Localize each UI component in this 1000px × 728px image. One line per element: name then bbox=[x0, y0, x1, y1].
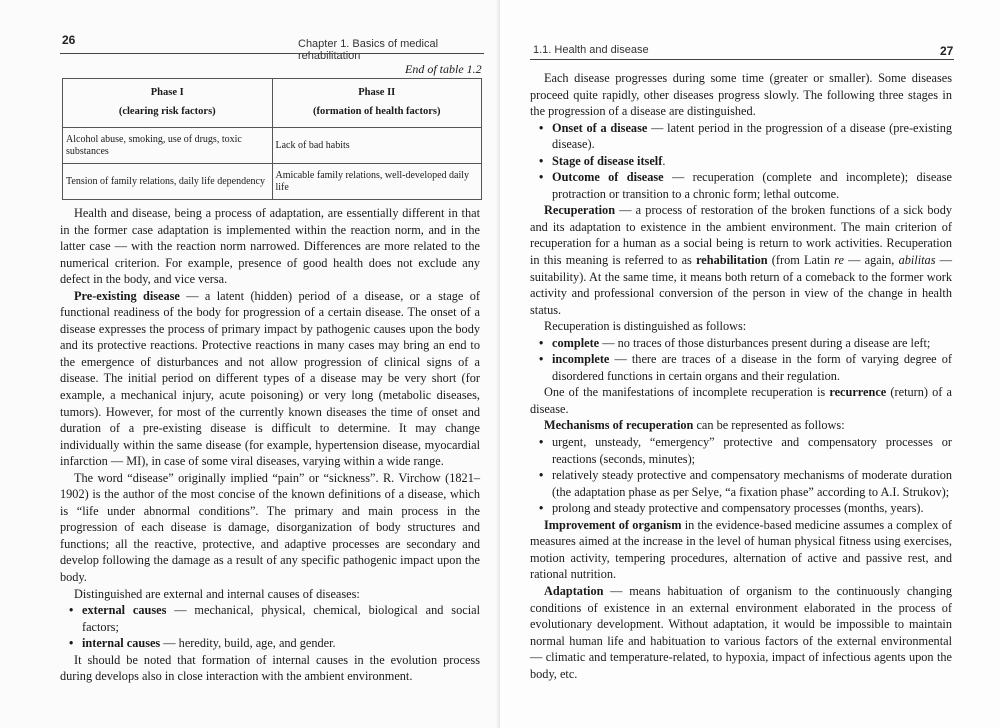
paragraph: Distinguished are external and internal causes of diseases: bbox=[74, 586, 360, 601]
table-cell: Amicable family relations, well-developed daily life bbox=[272, 164, 482, 200]
list-item: • relatively steady protective and compensatory mechanisms of moderate duration (the adaptation phase as per Selye, “a fixation phase” according to A.I. Strukov); bbox=[552, 467, 952, 500]
header-rule bbox=[530, 59, 954, 60]
table-row bbox=[63, 164, 482, 200]
list-item: • internal causes — heredity, build, age, and gender. bbox=[82, 635, 480, 652]
paragraph: Adaptation — means habituation of organism to the continuously changing conditions of existence in an external environment elaborated in the process of evolutionary development. Without adaptation, it would be impossible to maintain normal human life and habituation to various factors of the external environmental — climatic and temperature-related, to hypoxia, impact of infectious agents upon the body, etc. bbox=[530, 583, 952, 681]
page-number: 27 bbox=[940, 44, 954, 58]
paragraph: Health and disease, being a process of adaptation, are essentially different in that in the former case adaptation is implemented within the reaction norm, and in the latter case — with the reaction norm narrowed. Differences are more related to the numerical criterion. For example, presence of good health does not exclude any defect in the body, and vice versa. bbox=[60, 206, 480, 287]
causes-list bbox=[60, 602, 480, 652]
left-body-text bbox=[60, 205, 480, 685]
right-page bbox=[500, 0, 1000, 728]
paragraph: Pre-existing disease — a latent (hidden) period of a disease, or a stage of functional readiness of the body for progression of a certain disease. The onset of a disease expresses the process of primary impact by pathogenic causes upon the body and its protective reactions. Protective reactions in many cases may bring an end to the emergence of disturbances and not allow progression of clinical signs of a disease. The initial period on different types of a disease may be very short (for example, a mechanical injury, acute poisoning) or very long (metabolic diseases, tumors). However, for most of the currently known diseases the time of onset and duration of a pre-existing disease is difficult to determine. It may change individually within the same disease (for example, hypertension disease, myocardial infarction — MI), in case of some viral diseases, varying within a wide range. bbox=[60, 288, 480, 469]
table-cell: Tension of family relations, daily life dependency bbox=[63, 164, 273, 200]
table-cell: Lack of bad habits bbox=[272, 128, 482, 164]
running-head: Chapter 1. Basics of medical rehabilitation bbox=[298, 38, 439, 62]
table-header-cell: Phase II (formation of health factors) bbox=[272, 79, 482, 128]
term: Pre-existing disease bbox=[74, 288, 180, 303]
table-header-row bbox=[63, 79, 482, 128]
page-number: 26 bbox=[62, 33, 76, 47]
list-item: • prolong and steady protective and compensatory processes (months, years). bbox=[552, 500, 952, 517]
paragraph: Recuperation — a process of restoration of the broken functions of a sick body and its adaptation to existence in the ambient environment. The main criterion of recuperation for a human as a social being is return to work activities. Recuperation in this meaning is referred to as rehabilitation (from Latin re — again, abilitas — suitability). At the same time, it means both return of a comeback to the former work activity and professional conversion of the person in view of the change in health status. bbox=[530, 203, 953, 317]
table-header-cell: Phase I (clearing risk factors) bbox=[63, 79, 273, 128]
list-item: • complete — no traces of those disturbances present during a disease are left; bbox=[552, 335, 952, 352]
table-cell: Alcohol abuse, smoking, use of drugs, toxic substances bbox=[63, 128, 273, 164]
paragraph: Mechanisms of recuperation can be represented as follows: bbox=[544, 418, 845, 433]
phase-table bbox=[62, 78, 482, 200]
table-caption: End of table 1.2 bbox=[405, 62, 482, 76]
list-item: • incomplete — there are traces of a disease in the form of varying degree of disordered functions in certain organs and their regulation. bbox=[552, 351, 952, 384]
right-body-text bbox=[530, 70, 952, 682]
list-item: • urgent, unsteady, “emergency” protective and compensatory processes or reactions (seconds, minutes); bbox=[552, 434, 952, 467]
stages-list bbox=[530, 120, 952, 203]
list-item: • Outcome of disease — recuperation (complete and incomplete); disease protraction or transition to a chronic form; lethal outcome. bbox=[552, 169, 952, 202]
mechanisms-list bbox=[530, 434, 952, 517]
running-head: 1.1. Health and disease bbox=[533, 44, 649, 56]
paragraph: Each disease progresses during some time (greater or smaller). Some diseases proceed quite rapidly, other diseases progress slowly. The following three stages in the progression of a disease are distinguished. bbox=[530, 71, 952, 119]
list-item: • external causes — mechanical, physical, chemical, biological and social factors; bbox=[82, 602, 480, 635]
paragraph: Recuperation is distinguished as follows: bbox=[544, 319, 747, 334]
paragraph: Improvement of organism in the evidence-based medicine assumes a complex of measures aimed at the increase in the level of human physical fitness using exercises, motion activity, tempering procedures, alternation of active and passive rest, and rational nutrition. bbox=[530, 517, 952, 582]
table-row bbox=[63, 128, 482, 164]
recuperation-types-list bbox=[530, 335, 952, 385]
list-item: • Stage of disease itself. bbox=[552, 153, 952, 170]
paragraph: The word “disease” originally implied “pain” or “sickness”. R. Virchow (1821–1902) is the author of the most concise of the known definitions of a disease, which is “life under abnormal conditions”. The primary and main process in the progression of each disease is damage, disorganization of body structures and functions; all the reactive, protective, and adaptive processes are secondary and develop following the damage as a result of any specific pathogenic impact upon the body. bbox=[60, 470, 480, 585]
paragraph: One of the manifestations of incomplete recuperation is recurrence (return) of a disease. bbox=[530, 385, 953, 416]
paragraph: It should be noted that formation of internal causes in the evolution process during develops also in close interaction with the ambient environment. bbox=[60, 652, 480, 684]
list-item: • Onset of a disease — latent period in the progression of a disease (pre-existing disease). bbox=[552, 120, 952, 153]
header-rule bbox=[60, 53, 484, 54]
